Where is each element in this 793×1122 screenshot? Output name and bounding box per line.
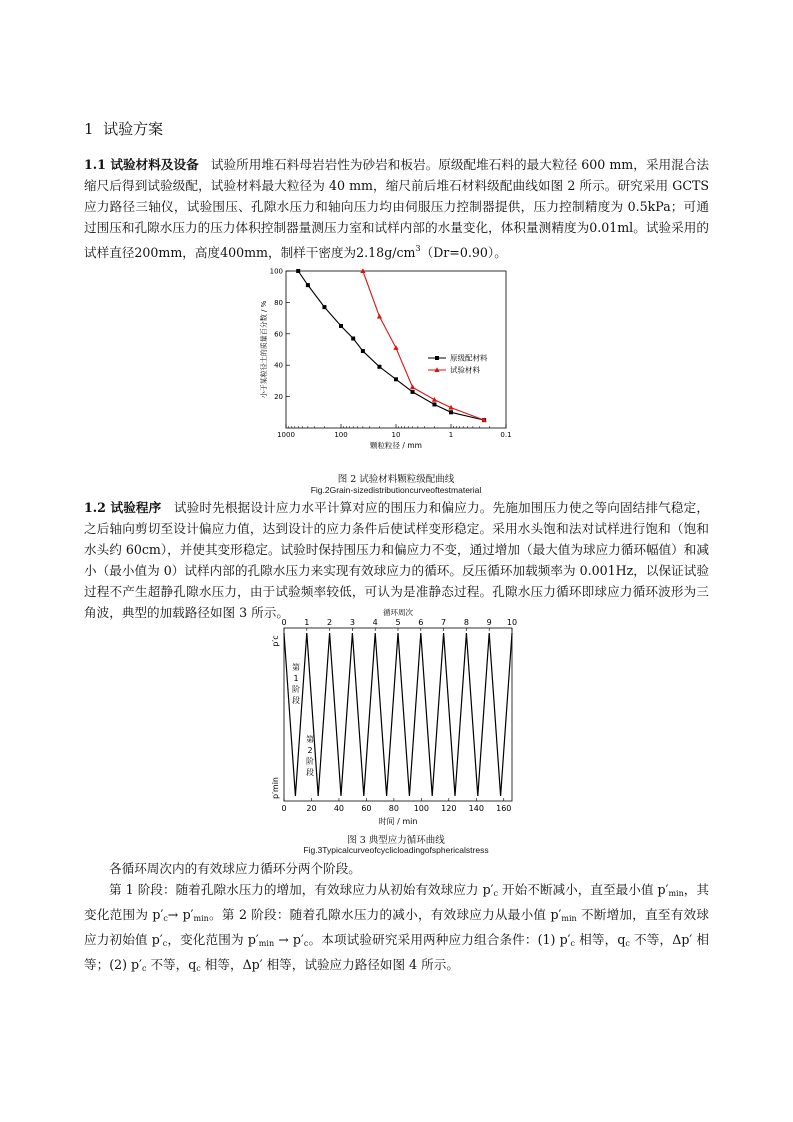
- subscript: c: [163, 914, 168, 923]
- figure-2-caption: 图 2 试验材料颗粒级配曲线: [337, 474, 455, 485]
- top-tick-label: 5: [395, 618, 401, 627]
- cyclic-loading-chart: [266, 605, 530, 827]
- stage2-annotation-char: 2: [307, 746, 313, 755]
- top-tick-label: 2: [327, 618, 333, 627]
- stage1-annotation-char: 阶: [292, 685, 300, 694]
- y-tick-label: 100: [269, 267, 283, 276]
- y-tick-label: 60: [274, 330, 283, 339]
- series-line: [298, 271, 484, 420]
- data-point-square: [339, 324, 343, 328]
- figure-3-caption-en: Fig.3Typicalcurveofcyclicloadingofsphericalstress: [303, 845, 489, 855]
- stage2-annotation-char: 段: [306, 768, 314, 777]
- section-title: [84, 118, 163, 139]
- paragraph-text: （Dr=0.90）。: [420, 245, 507, 260]
- text-run: 开始不断减小，直至最小值 p′: [497, 882, 669, 897]
- x-tick-label: 100: [334, 431, 348, 439]
- x-tick-label: 0: [281, 804, 287, 813]
- subscript: c: [570, 939, 576, 948]
- text-run: 相等，Δp′ 相等，试验应力路径如图 4 所示。: [200, 957, 459, 972]
- stage1-annotation-char: 第: [292, 663, 300, 672]
- y-tick-label: 20: [274, 393, 283, 402]
- subscript: c: [141, 964, 147, 973]
- y-label-bottom: p′min: [271, 777, 280, 799]
- top-tick-label: 3: [349, 618, 355, 627]
- text-run: 不断增加，直至有效球应力初始值 p′: [84, 907, 709, 947]
- data-point-square: [322, 305, 326, 309]
- x-axis-label: 时间 / min: [378, 817, 418, 826]
- x-tick-label: 1: [448, 431, 454, 439]
- top-tick-label: 6: [418, 618, 424, 627]
- text-run: 相等，q: [575, 932, 626, 947]
- y-axis-label: 小于某粒径土的质量百分数 / %: [260, 300, 268, 399]
- stage2-annotation-char: 第: [306, 735, 314, 744]
- text-run: 。第 2 阶段：随着孔隙水压力的减小，有效球应力从最小值 p′: [208, 907, 562, 922]
- data-point-square: [411, 390, 415, 394]
- data-point-triangle: [377, 314, 382, 319]
- x-tick-label: 80: [388, 804, 399, 813]
- paragraph-text: 试验时先根据设计应力水平计算对应的围压力和偏应力。先施加围压力使之等向固结排气稳定，之后轴向剪切至设计偏应力值，达到设计的应力条件后使试样变形稳定。采用水头饱和法对试样进行饱和（饱和水头约 60cm），并使其变形稳定。试验时保持围压力和偏应力不变，通过增加（最大值为球应力循环幅值）和减小（最小值为 0）试样内部的孔隙水压力来实现有效球应力的循环。反压循环加载频率为 0.001Hz，以保证试验过程不产生超静孔隙水压力，由于试验频率较低，可认为是准静态过程。孔隙水压力循环即球应力循环波形为三角波，典型的加载路径如图 3 所示。: [84, 500, 709, 620]
- text-run: → p′: [167, 907, 194, 922]
- text-run: 不等，q: [146, 957, 197, 972]
- subscript: c: [303, 939, 309, 948]
- figure-3-caption: 图 3 典型应力循环曲线: [347, 835, 445, 846]
- paragraph-materials: [84, 154, 709, 263]
- x-tick-label: 160: [496, 804, 512, 813]
- x-axis-label: 颗粒粒径 / mm: [370, 441, 422, 450]
- subscript: min: [193, 914, 209, 923]
- data-point-square: [432, 402, 436, 406]
- stage1-annotation-char: 1: [293, 674, 299, 683]
- x-tick-label: 60: [361, 804, 372, 813]
- section-number: 1: [84, 120, 94, 138]
- data-point-square: [394, 377, 398, 381]
- stage1-annotation-char: 段: [292, 696, 300, 705]
- subscript: c: [625, 939, 630, 948]
- text-run: ，变化范围为 p′: [167, 932, 259, 947]
- top-axis-label: 循环周次: [383, 608, 413, 617]
- subsection-heading-materials: 1.1 试验材料及设备: [84, 157, 199, 172]
- x-tick-label: 1000: [277, 431, 295, 439]
- top-tick-label: 0: [281, 618, 287, 627]
- subsection-heading-procedure: 1.2 试验程序: [84, 500, 162, 515]
- superscript: 3: [415, 244, 421, 253]
- triangle-wave: [284, 633, 512, 796]
- legend-marker-square: [435, 356, 439, 360]
- x-tick-label: 20: [306, 804, 317, 813]
- x-tick-label: 120: [441, 804, 457, 813]
- data-point-square: [351, 337, 355, 341]
- subscript: min: [561, 914, 577, 923]
- x-tick-label: 140: [468, 804, 484, 813]
- subscript: min: [668, 889, 684, 898]
- subscript: c: [493, 889, 498, 898]
- data-point-square: [449, 410, 453, 414]
- data-point-square: [377, 365, 381, 369]
- paragraph-stages-intro: 各循环周次内的有效球应力循环分两个阶段。: [109, 861, 361, 876]
- y-tick-label: 80: [274, 298, 283, 307]
- data-point-square: [296, 269, 300, 273]
- text-run: ，其变化范围为 p′: [84, 882, 709, 922]
- subscript: c: [196, 964, 201, 973]
- x-tick-label: 100: [413, 804, 429, 813]
- paragraph-text: 试验所用堆石料母岩岩性为砂岩和板岩。原级配堆石料的最大粒径 600 mm，采用混合法缩尺后得到试验级配，试验材料最大粒径为 40 mm，缩尺前后堆石材料级配曲线如图 2 所示。研究采用 GCTS 应力路径三轴仪，试验围压、孔隙水压力和轴向压力均由伺服压力控制器提供，压力控制精度为 0.5kPa；可通过围压和孔隙水压力的压力体积控制器量测压力室和试样内部的水量变化，体积量测精度为0.01ml。试验采用的试样直径200mm，高度400mm，制样干密度为2.18g/cm: [84, 157, 709, 260]
- text-run: 第 1 阶段：随着孔隙水压力的增加，有效球应力从初始有效球应力 p′: [109, 882, 494, 897]
- data-point-square: [306, 283, 310, 287]
- data-point-triangle: [410, 384, 415, 389]
- data-point-triangle: [432, 397, 437, 402]
- x-tick-label: 40: [333, 804, 345, 813]
- top-tick-label: 1: [304, 618, 310, 627]
- section-title-text: 试验方案: [103, 120, 164, 138]
- plot-frame: [284, 628, 512, 801]
- y-tick-label: 40: [274, 361, 283, 370]
- top-tick-label: 7: [441, 618, 447, 627]
- subscript: min: [258, 939, 275, 948]
- subscript: c: [162, 939, 168, 948]
- x-tick-label: 0.1: [500, 431, 512, 439]
- top-tick-label: 4: [372, 618, 378, 627]
- stage2-annotation-char: 阶: [306, 757, 314, 766]
- legend-label: 试验材料: [450, 365, 480, 375]
- grain-size-chart: [256, 263, 526, 463]
- text-run: → p′: [274, 932, 304, 947]
- y-label-top: p′c: [271, 635, 280, 647]
- top-tick-label: 9: [486, 618, 492, 627]
- data-point-triangle: [393, 345, 398, 350]
- top-tick-label: 8: [463, 618, 469, 627]
- x-tick-label: 10: [391, 431, 401, 439]
- text-run: 不等，Δp′ 相等；(2) p′: [84, 932, 709, 972]
- text-run: 。本项试验研究采用两种应力组合条件：(1) p′: [308, 932, 571, 947]
- figure-2-caption-en: Fig.2Grain-sizedistributioncurveoftestmaterial: [310, 485, 482, 495]
- data-point-square: [361, 349, 365, 353]
- paragraph-stages: [84, 879, 709, 979]
- top-tick-label: 10: [506, 618, 518, 627]
- legend-label: 原级配材料: [450, 353, 488, 363]
